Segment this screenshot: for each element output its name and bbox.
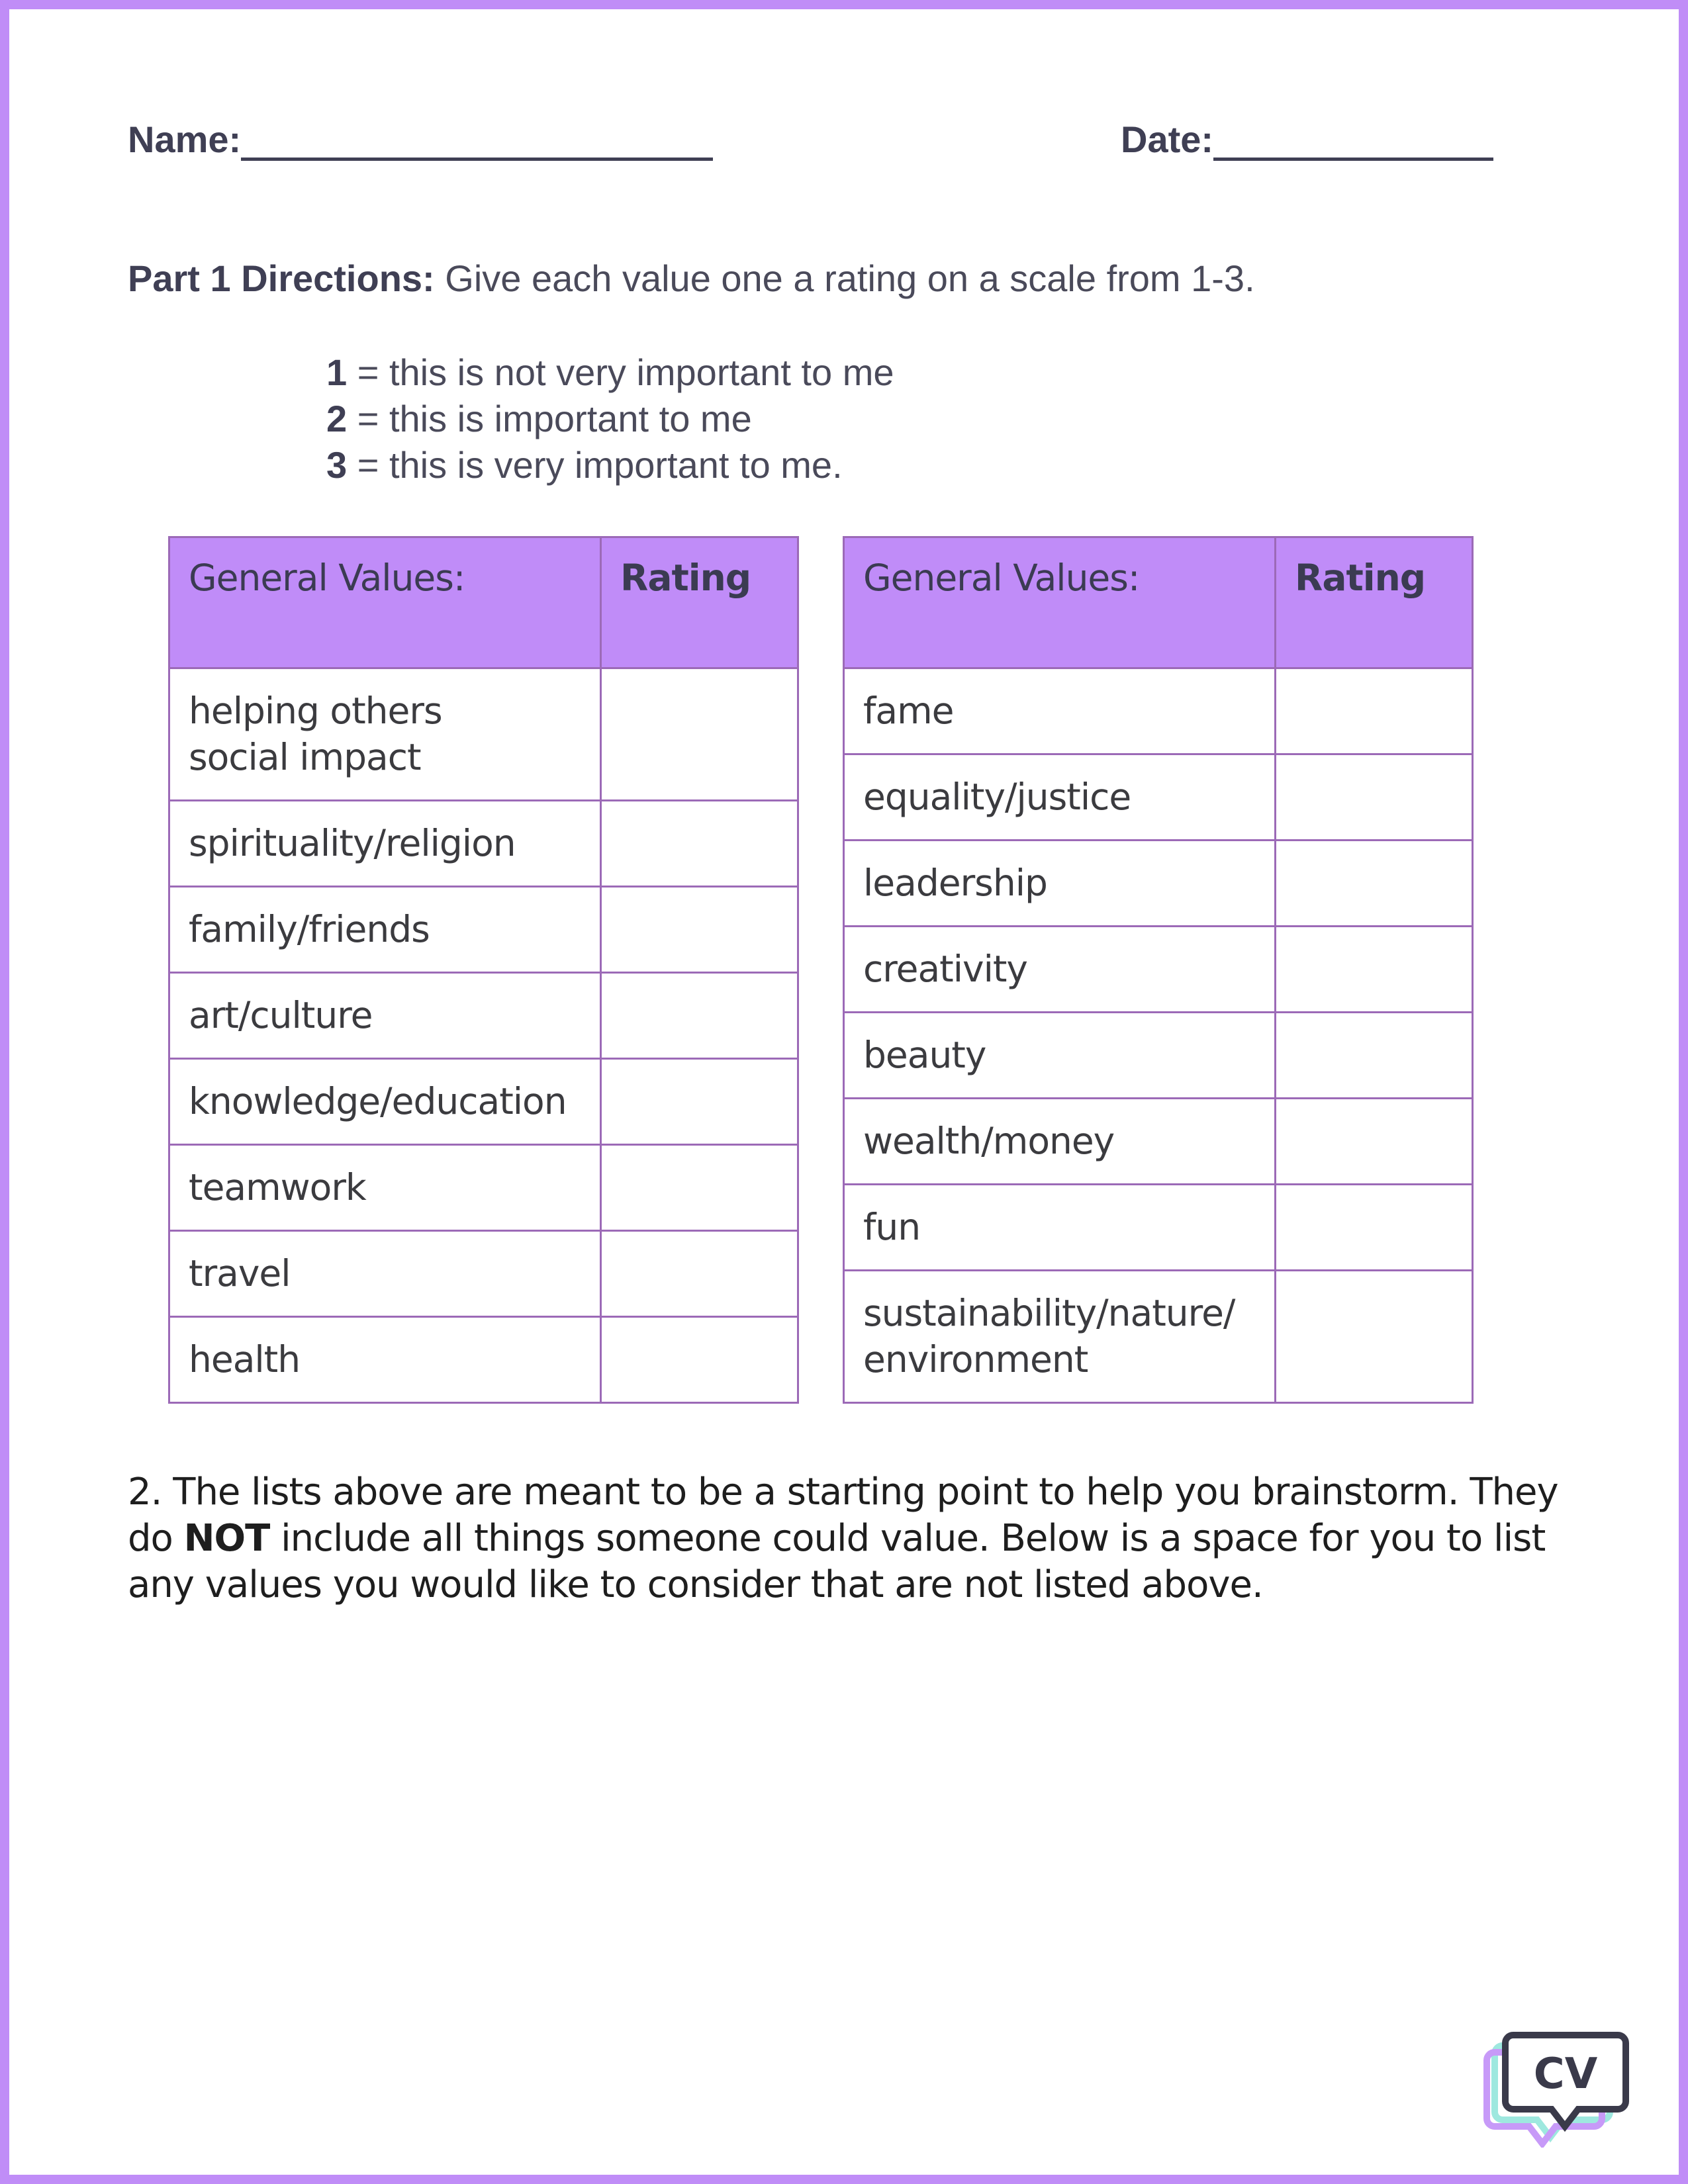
scale-number: 3 [326,444,348,486]
table-row [844,1099,1473,1185]
table-row [169,1145,798,1231]
value-cell [169,668,601,801]
rating-cell[interactable] [1276,668,1473,754]
rating-cell[interactable] [601,887,798,973]
value-cell: travel [169,1231,601,1317]
value-cell: family/friends [169,887,601,973]
table-row [169,1317,798,1403]
table-row [169,973,798,1059]
rating-cell[interactable] [601,801,798,887]
table-row [169,1231,798,1317]
scale-number: 1 [326,351,348,393]
rating-cell[interactable] [601,1145,798,1231]
rating-cell[interactable] [1276,927,1473,1013]
name-blank-line[interactable] [241,119,713,161]
part2-bold: NOT [183,1517,270,1560]
name-label: Name: [128,118,242,160]
value-cell [844,1271,1276,1403]
value-cell: art/culture [169,973,601,1059]
rating-cell[interactable] [601,973,798,1059]
table-row [169,887,798,973]
value-cell: leadership [844,841,1276,927]
rating-cell[interactable] [1276,1013,1473,1099]
value-cell: fun [844,1185,1276,1271]
date-blank-line[interactable] [1213,119,1493,161]
value-label: helping others [189,690,442,732]
rating-cell[interactable] [601,1317,798,1403]
scale-text: = this is not very important to me [347,351,894,393]
values-header: General Values: [169,537,601,668]
cv-logo [1483,2028,1632,2148]
table-row [844,1185,1473,1271]
value-cell: teamwork [169,1145,601,1231]
scale-text: = this is important to me [347,398,752,439]
value-label: social impact [189,736,421,778]
table-row [844,1013,1473,1099]
rating-cell[interactable] [1276,754,1473,841]
value-label: sustainability/nature/ [863,1292,1235,1334]
value-cell: creativity [844,927,1276,1013]
rating-cell[interactable] [1276,1271,1473,1403]
value-cell: fame [844,668,1276,754]
rating-cell[interactable] [1276,1099,1473,1185]
rating-cell[interactable] [601,1059,798,1145]
table-row [844,668,1473,754]
table-row [169,801,798,887]
scale-item [326,442,894,488]
rating-cell[interactable] [601,1231,798,1317]
rating-cell[interactable] [1276,841,1473,927]
part2-text-a: 2. The lists above are meant to be a starting point to help you brainstorm. They do [128,1471,1558,1560]
date-label: Date: [1121,118,1214,160]
value-cell: beauty [844,1013,1276,1099]
rating-cell[interactable] [1276,1185,1473,1271]
part1-directions [128,257,1255,300]
directions-text: Give each value one a rating on a scale from 1-3. [434,257,1255,299]
value-cell: health [169,1317,601,1403]
scale-item [326,396,894,442]
value-cell: wealth/money [844,1099,1276,1185]
values-header: General Values: [844,537,1276,668]
scale-item [326,349,894,396]
logo-text: CV [1533,2050,1598,2099]
table-row [844,841,1473,927]
table-row [844,1271,1473,1403]
values-table-left [168,536,799,1404]
table-row [169,1059,798,1145]
scale-text: = this is very important to me. [347,444,843,486]
value-cell: spirituality/religion [169,801,601,887]
table-row [169,668,798,801]
rating-header: Rating [1276,537,1473,668]
name-field[interactable] [128,118,713,161]
rating-header: Rating [601,537,798,668]
values-table-right [843,536,1474,1404]
table-row [844,927,1473,1013]
directions-title: Part 1 Directions: [128,257,435,299]
part2-directions [128,1469,1571,1608]
scale-number: 2 [326,398,348,439]
value-cell: knowledge/education [169,1059,601,1145]
table-row [844,754,1473,841]
rating-scale [326,349,894,488]
rating-cell[interactable] [601,668,798,801]
value-cell: equality/justice [844,754,1276,841]
date-field[interactable] [1121,118,1493,161]
value-label: environment [863,1338,1088,1381]
part2-text-b: include all things someone could value. Below is a space for you to list any values you would like to consider that are not listed above. [128,1517,1546,1606]
